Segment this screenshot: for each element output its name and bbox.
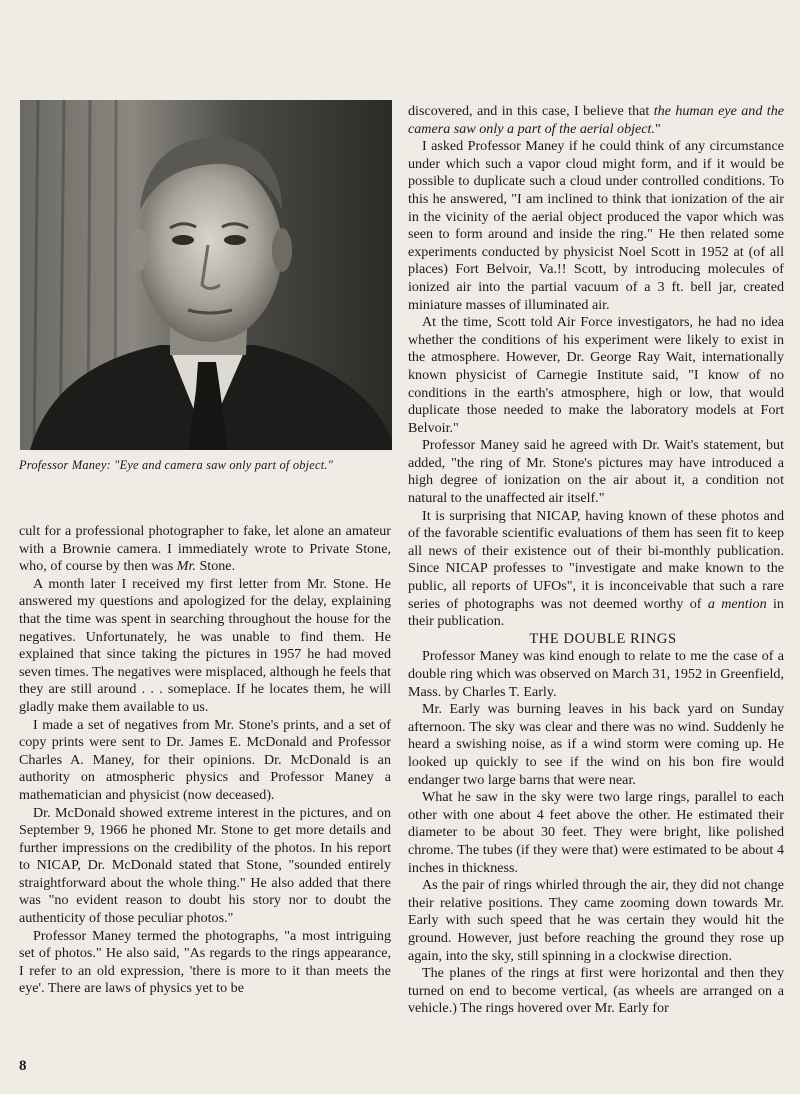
left-column bbox=[19, 523, 391, 998]
portrait-photo bbox=[20, 100, 392, 450]
portrait-illustration bbox=[20, 100, 392, 450]
right-column bbox=[408, 103, 784, 1018]
left-paragraph-3: I made a set of negatives from Mr. Stone's prints, and a set of copy prints were sent to Dr. James E. McDonald and Professor Charles A. Maney, for their opinions. Dr. McDonald is an authority on atmospheric physics and Professor Maney a mathematician and physicist (now deceased). bbox=[19, 716, 391, 803]
photo-caption: Professor Maney: "Eye and camera saw only part of object." bbox=[19, 458, 334, 472]
left-paragraph-5: Professor Maney termed the photographs, "a most intriguing set of photos." He also said, "As regards to the rings appearance, I refer to an old expression, 'there is more to it than meets the eye'. There are laws of physics yet to be bbox=[19, 927, 391, 997]
section-paragraph-1: Professor Maney was kind enough to relate to me the case of a double ring which was observed on March 31, 1952 in Greenfield, Mass. by Charles T. Early. bbox=[408, 648, 784, 700]
section-heading: THE DOUBLE RINGS bbox=[529, 630, 677, 647]
section-paragraph-2: Mr. Early was burning leaves in his back yard on Sunday afternoon. The sky was clear and there was no wind. Suddenly he heard a swishing noise, as if a wind storm were coming up. He looked up quickly to see if the wind on his bon fire would endanger two large barns that were near. bbox=[408, 701, 784, 788]
right-paragraph-5: It is surprising that NICAP, having known of these photos and of the favorable scientific evaluations of them has seen fit to keep all news of their existence out of their bi-monthly publication. Since NICAP professes to "investigate and make known to the public, all reports of UFOs", it is inconceivable that such a rare series of photographs was not deemed worthy of a mention in their publication. bbox=[408, 507, 784, 630]
left-paragraph-4: Dr. McDonald showed extreme interest in the pictures, and on September 9, 1966 he phoned Mr. Stone to get more details and further impressions on the credibility of the photos. In his report to NICAP, Dr. McDonald stated that Stone, "sounded entirely straightforward about the whole thing." He also added that there was "no evident reason to doubt his story nor to doubt the authenticity of those peculiar photos." bbox=[19, 804, 391, 927]
right-paragraph-2: I asked Professor Maney if he could think of any circumstance under which such a vapor cloud might form, and if it would be possible to duplicate such a cloud under controlled conditions. To this he answered, "I am inclined to think that ionization of the air in the vicinity of the aerial object produced the vapor which was seen to form around and inside the ring." He then related some experiments conducted by physicist Noel Scott in 1952 at (of all places) Fort Belvoir, Va.!! Scott, by introducing molecules of ionized air into the partial vacuum of a 3 ft. bell jar, created miniature masses of illuminated air. bbox=[408, 138, 784, 313]
page-number: 8 bbox=[19, 1058, 27, 1074]
right-paragraph-3: At the time, Scott told Air Force investigators, he had no idea whether the conditions of his experiment were likely to exist in the atmosphere. However, Dr. George Ray Wait, internationally known physicist of Carnegie Institute said, "I know of no conditions in the earth's atmosphere, high or low, that would duplicate those needed to make the laboratory models at Fort Belvoir." bbox=[408, 314, 784, 436]
right-paragraph-4: Professor Maney said he agreed with Dr. Wait's statement, but added, "the ring of Mr. Stone's pictures may have introduced a high degree of ionization on the air about it, a condition not natural to the unaffected air itself." bbox=[408, 437, 784, 507]
left-paragraph-1: cult for a professional photographer to fake, let alone an amateur with a Brownie camera. I immediately wrote to Private Stone, who, of course by then was Mr. Stone. bbox=[19, 523, 391, 575]
section-paragraph-3: What he saw in the sky were two large rings, parallel to each other with one about 4 feet above the other. He estimated their diameter to be about 30 feet. They were bright, like polished chrome. The tubes (if they were that) were estimated to be about 4 inches in thickness. bbox=[408, 789, 784, 876]
section-paragraph-4: As the pair of rings whirled through the air, they did not change their relative positions. They came zooming down towards Mr. Early with such speed that he was certain they would hit the ground. However, just before reaching the ground they rose up again, into the sky, still spinning in a clockwise direction. bbox=[408, 877, 784, 964]
section-paragraph-5: The planes of the rings at first were horizontal and then they turned on end to become vertical, (as wheels are arranged on a vehicle.) The rings hovered over Mr. Early for bbox=[408, 965, 784, 1017]
right-paragraph-1: discovered, and in this case, I believe that the human eye and the camera saw only a part of the aerial object." bbox=[408, 103, 784, 137]
left-paragraph-2: A month later I received my first letter from Mr. Stone. He answered my questions and apologized for the delay, explaining that the time was spent in searching throughout the house for the negatives. Unfortunately, he was unable to find them. He explained that since taking the pictures in 1957 he had moved seven times. The negatives were misplaced, although he feels that they are still around . . . someplace. If he locates them, he will gladly make them available to us. bbox=[19, 575, 391, 715]
